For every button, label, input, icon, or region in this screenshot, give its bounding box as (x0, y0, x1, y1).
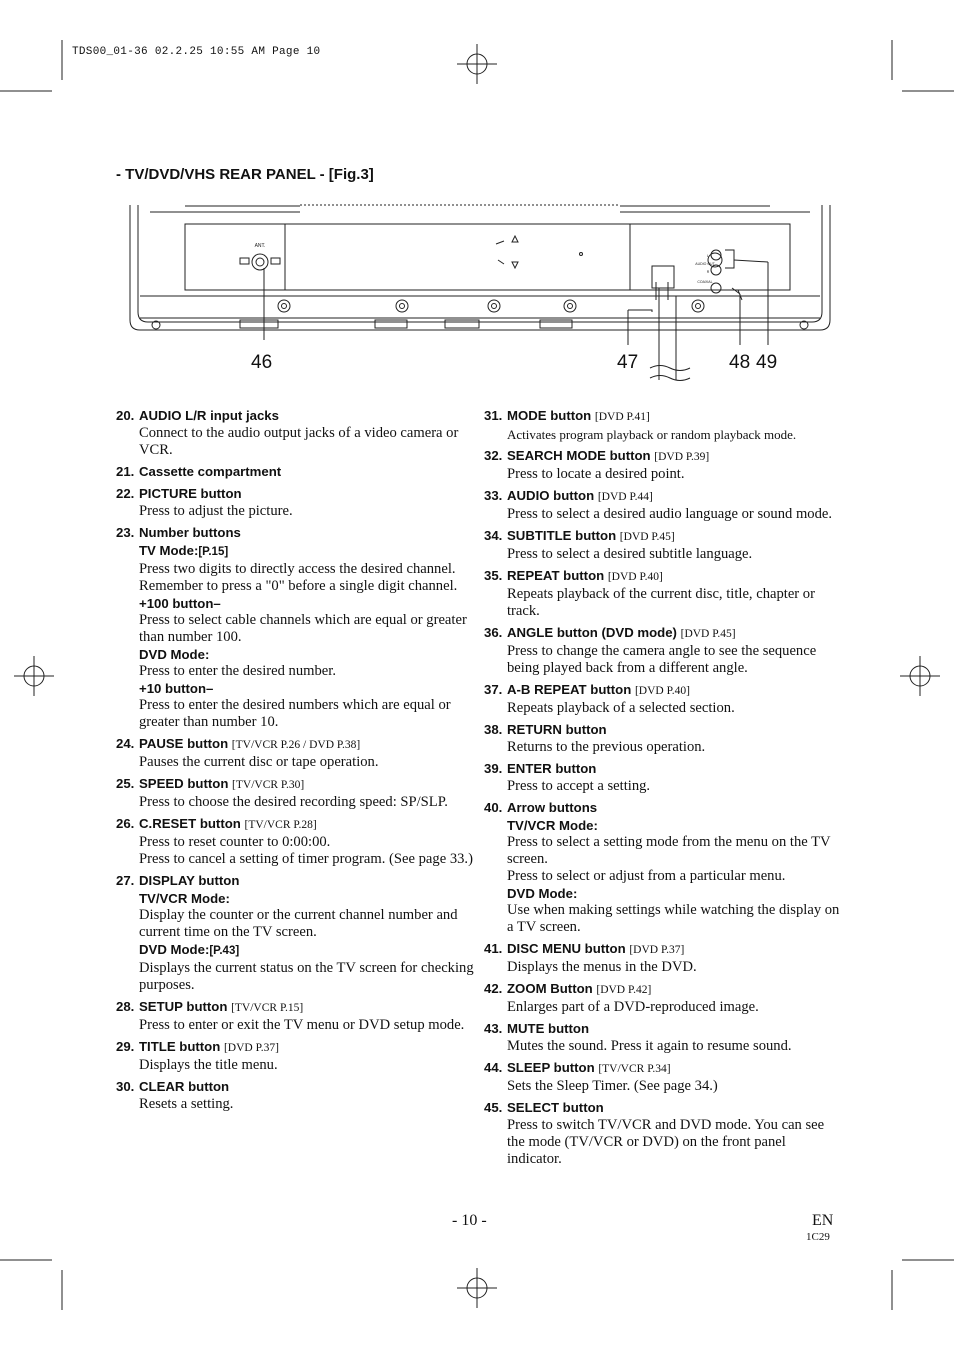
item-number: 36. (484, 625, 503, 640)
callout-47: 47 (617, 352, 639, 373)
item-heading (507, 940, 844, 959)
item-number: 31. (484, 408, 503, 423)
item-heading (507, 624, 844, 643)
mode-subheading (139, 890, 476, 907)
page-number: - 10 - (452, 1212, 487, 1229)
item-description: Repeats playback of a selected section. (507, 700, 735, 716)
item-heading (507, 681, 844, 700)
list-item (484, 799, 844, 936)
list-item (484, 487, 844, 523)
item-heading (507, 760, 844, 778)
page-reference: [DVD P.44] (597, 491, 653, 503)
page-reference: [TV/VCR P.34] (598, 1063, 671, 1075)
item-heading (139, 735, 476, 754)
list-item (116, 485, 476, 520)
item-description: Display the counter or the current channel number and current time on the TV screen. (139, 907, 458, 940)
list-item (484, 760, 844, 795)
item-number: 39. (484, 761, 503, 776)
item-title: SUBTITLE button (507, 528, 617, 543)
item-description: Mutes the sound. Press it again to resume sound. (507, 1038, 792, 1054)
left-item-column (116, 407, 476, 1117)
list-item (484, 980, 844, 1016)
item-description: Press to choose the desired recording speed: SP/SLP. (139, 794, 448, 810)
item-title: Number buttons (139, 525, 241, 540)
item-heading (139, 524, 476, 542)
mode-subheading (139, 646, 476, 663)
item-number: 38. (484, 722, 503, 737)
item-description: Press to change the camera angle to see the sequence being played back from a different angle. (507, 643, 817, 676)
mode-subheading (139, 595, 476, 612)
list-item (116, 998, 476, 1034)
list-item (116, 524, 476, 731)
item-description: Press to cancel a setting of timer program. (See page 33.) (139, 851, 473, 867)
item-number: 21. (116, 464, 135, 479)
item-heading (139, 1078, 476, 1096)
item-title: Cassette compartment (139, 464, 282, 479)
mode-subheading-label: DVD Mode: (139, 942, 210, 957)
item-title: ANGLE button (DVD mode) (507, 625, 677, 640)
list-item (116, 407, 476, 459)
item-description: Press to accept a setting. (507, 778, 651, 794)
print-slug: TDS00_01-36 02.2.25 10:55 AM Page 10 (72, 46, 321, 58)
item-heading (507, 527, 844, 546)
page-reference: [DVD P.37] (629, 944, 685, 956)
item-description: Press to select or adjust from a particular menu. (507, 868, 786, 884)
item-description: Press to adjust the picture. (139, 503, 293, 519)
item-number: 30. (116, 1079, 135, 1094)
mode-subheading (139, 680, 476, 697)
item-number: 35. (484, 568, 503, 583)
callout-46: 46 (251, 352, 273, 373)
item-number: 45. (484, 1100, 503, 1115)
item-title: PAUSE button (139, 736, 229, 751)
item-number: 44. (484, 1060, 503, 1075)
item-number: 25. (116, 776, 135, 791)
item-heading (507, 799, 844, 817)
page-reference: [TV/VCR P.26 / DVD P.38] (231, 739, 361, 751)
list-item (116, 872, 476, 994)
mode-subheading (507, 885, 844, 902)
item-description: Displays the title menu. (139, 1057, 278, 1073)
item-title: SELECT button (507, 1100, 604, 1115)
item-number: 43. (484, 1021, 503, 1036)
mode-subheading (139, 941, 476, 960)
document-code: 1C29 (806, 1231, 830, 1243)
item-title: SPEED button (139, 776, 229, 791)
item-heading (139, 872, 476, 890)
item-description: Press to reset counter to 0:00:00. (139, 834, 331, 850)
list-item (484, 527, 844, 563)
page-reference: [DVD P.40] (607, 571, 663, 583)
item-title: MODE button (507, 408, 592, 423)
item-number: 22. (116, 486, 135, 501)
item-number: 23. (116, 525, 135, 540)
item-number: 20. (116, 408, 135, 423)
item-description: Displays the menus in the DVD. (507, 959, 697, 975)
mode-subheading (139, 542, 476, 561)
item-title: ZOOM Button (507, 981, 593, 996)
item-number: 26. (116, 816, 135, 831)
page-reference: [DVD P.45] (680, 628, 736, 640)
page-reference: [DVD P.39] (654, 451, 710, 463)
item-description: Press to locate a desired point. (507, 466, 685, 482)
list-item (116, 815, 476, 868)
item-description: Press to select a setting mode from the menu on the TV screen. (507, 834, 831, 867)
list-item (484, 681, 844, 717)
section-heading: - TV/DVD/VHS REAR PANEL - [Fig.3] (116, 166, 374, 183)
mode-subheading-label: +10 button– (139, 681, 214, 696)
item-number: 27. (116, 873, 135, 888)
item-heading (139, 775, 476, 794)
item-number: 42. (484, 981, 503, 996)
page-reference: [P.43] (209, 945, 240, 957)
item-description: Press to switch TV/VCR and DVD mode. You can see the mode (TV/VCR or DVD) on the front panel indicator. (507, 1117, 825, 1167)
r-label: R (706, 270, 710, 274)
page-reference: [TV/VCR P.15] (231, 1002, 304, 1014)
list-item (116, 1038, 476, 1074)
item-number: 34. (484, 528, 503, 543)
ant-label: ANT. (254, 243, 266, 249)
callout-49: 49 (756, 352, 778, 373)
item-description: Resets a setting. (139, 1096, 234, 1112)
item-title: RETURN button (507, 722, 607, 737)
item-description: Returns to the previous operation. (507, 739, 706, 755)
item-number: 33. (484, 488, 503, 503)
item-description: Enlarges part of a DVD-reproduced image. (507, 999, 759, 1015)
item-title: C.RESET button (139, 816, 241, 831)
item-heading (507, 1099, 844, 1117)
item-description: Displays the current status on the TV screen for checking purposes. (139, 960, 474, 993)
list-item (484, 447, 844, 483)
list-item (116, 463, 476, 481)
mode-subheading-label: DVD Mode: (139, 647, 210, 662)
page-reference: [TV/VCR P.30] (232, 779, 305, 791)
item-description: Press to enter or exit the TV menu or DVD setup mode. (139, 1017, 465, 1033)
item-heading (507, 567, 844, 586)
item-title: AUDIO button (507, 488, 595, 503)
item-description: Use when making settings while watching the display on a TV screen. (507, 902, 840, 935)
item-heading (139, 1038, 476, 1057)
l-label: L (707, 254, 709, 258)
list-item (484, 1099, 844, 1168)
language-code: EN (812, 1212, 834, 1229)
item-title: AUDIO L/R input jacks (139, 408, 279, 423)
mode-subheading-label: TV/VCR Mode: (507, 818, 598, 833)
item-heading (507, 721, 844, 739)
mode-subheading-label: DVD Mode: (507, 886, 578, 901)
list-item (484, 624, 844, 677)
item-title: DISC MENU button (507, 941, 626, 956)
item-number: 32. (484, 448, 503, 463)
item-description: Repeats playback of the current disc, title, chapter or track. (507, 586, 815, 619)
page-reference: [DVD P.40] (634, 685, 690, 697)
page-reference: [TV/VCR P.28] (244, 819, 317, 831)
item-description: Pauses the current disc or tape operation. (139, 754, 379, 770)
page-reference: [DVD P.45] (619, 531, 675, 543)
mode-subheading (507, 817, 844, 834)
item-title: REPEAT button (507, 568, 605, 583)
item-title: A-B REPEAT button (507, 682, 632, 697)
list-item (484, 721, 844, 756)
item-description: Press two digits to directly access the desired channel. (139, 561, 456, 577)
item-heading (139, 998, 476, 1017)
item-title: PICTURE button (139, 486, 242, 501)
mode-subheading-label: TV/VCR Mode: (139, 891, 230, 906)
item-heading (139, 815, 476, 834)
item-number: 29. (116, 1039, 135, 1054)
item-description: Press to enter the desired number. (139, 663, 336, 679)
item-description: Connect to the audio output jacks of a video camera or VCR. (139, 425, 459, 458)
item-description: Activates program playback or random playback mode. (507, 427, 797, 442)
item-title: SEARCH MODE button (507, 448, 651, 463)
item-heading (139, 407, 476, 425)
list-item (484, 1059, 844, 1095)
item-description: Press to select a desired audio language or sound mode. (507, 506, 833, 522)
page-reference: [P.15] (198, 546, 229, 558)
mode-subheading-label: TV Mode: (139, 543, 199, 558)
audio-out-label: AUDIO OUT (695, 262, 715, 266)
list-item (116, 735, 476, 771)
callout-48: 48 (729, 352, 751, 373)
list-item (484, 407, 844, 443)
item-title: CLEAR button (139, 1079, 230, 1094)
item-title: MUTE button (507, 1021, 590, 1036)
mode-subheading-label: +100 button– (139, 596, 221, 611)
item-title: ENTER button (507, 761, 597, 776)
item-description: Sets the Sleep Timer. (See page 34.) (507, 1078, 718, 1094)
item-heading (507, 447, 844, 466)
item-heading (507, 1020, 844, 1038)
item-number: 37. (484, 682, 503, 697)
item-heading (507, 980, 844, 999)
item-heading (139, 485, 476, 503)
item-description: Press to enter the desired numbers which are equal or greater than number 10. (139, 697, 451, 730)
item-heading (507, 407, 844, 426)
item-number: 40. (484, 800, 503, 815)
item-title: TITLE button (139, 1039, 221, 1054)
list-item (484, 1020, 844, 1055)
coaxial-label: COAXIAL (697, 280, 713, 284)
page-reference: [DVD P.42] (596, 984, 652, 996)
page-reference: [DVD P.37] (223, 1042, 279, 1054)
item-number: 24. (116, 736, 135, 751)
page-reference: [DVD P.41] (594, 411, 650, 423)
item-heading (507, 487, 844, 506)
item-title: SETUP button (139, 999, 228, 1014)
right-item-column (484, 407, 844, 1172)
list-item (116, 775, 476, 811)
item-heading (507, 1059, 844, 1078)
item-description: Press to select cable channels which are equal or greater than number 100. (139, 612, 467, 645)
item-number: 41. (484, 941, 503, 956)
item-description: Press to select a desired subtitle language. (507, 546, 753, 562)
list-item (484, 940, 844, 976)
item-heading (139, 463, 476, 481)
item-description: Remember to press a "0" before a single digit channel. (139, 578, 458, 594)
item-number: 28. (116, 999, 135, 1014)
list-item (116, 1078, 476, 1113)
list-item (484, 567, 844, 620)
item-title: DISPLAY button (139, 873, 240, 888)
item-title: SLEEP button (507, 1060, 595, 1075)
item-title: Arrow buttons (507, 800, 598, 815)
